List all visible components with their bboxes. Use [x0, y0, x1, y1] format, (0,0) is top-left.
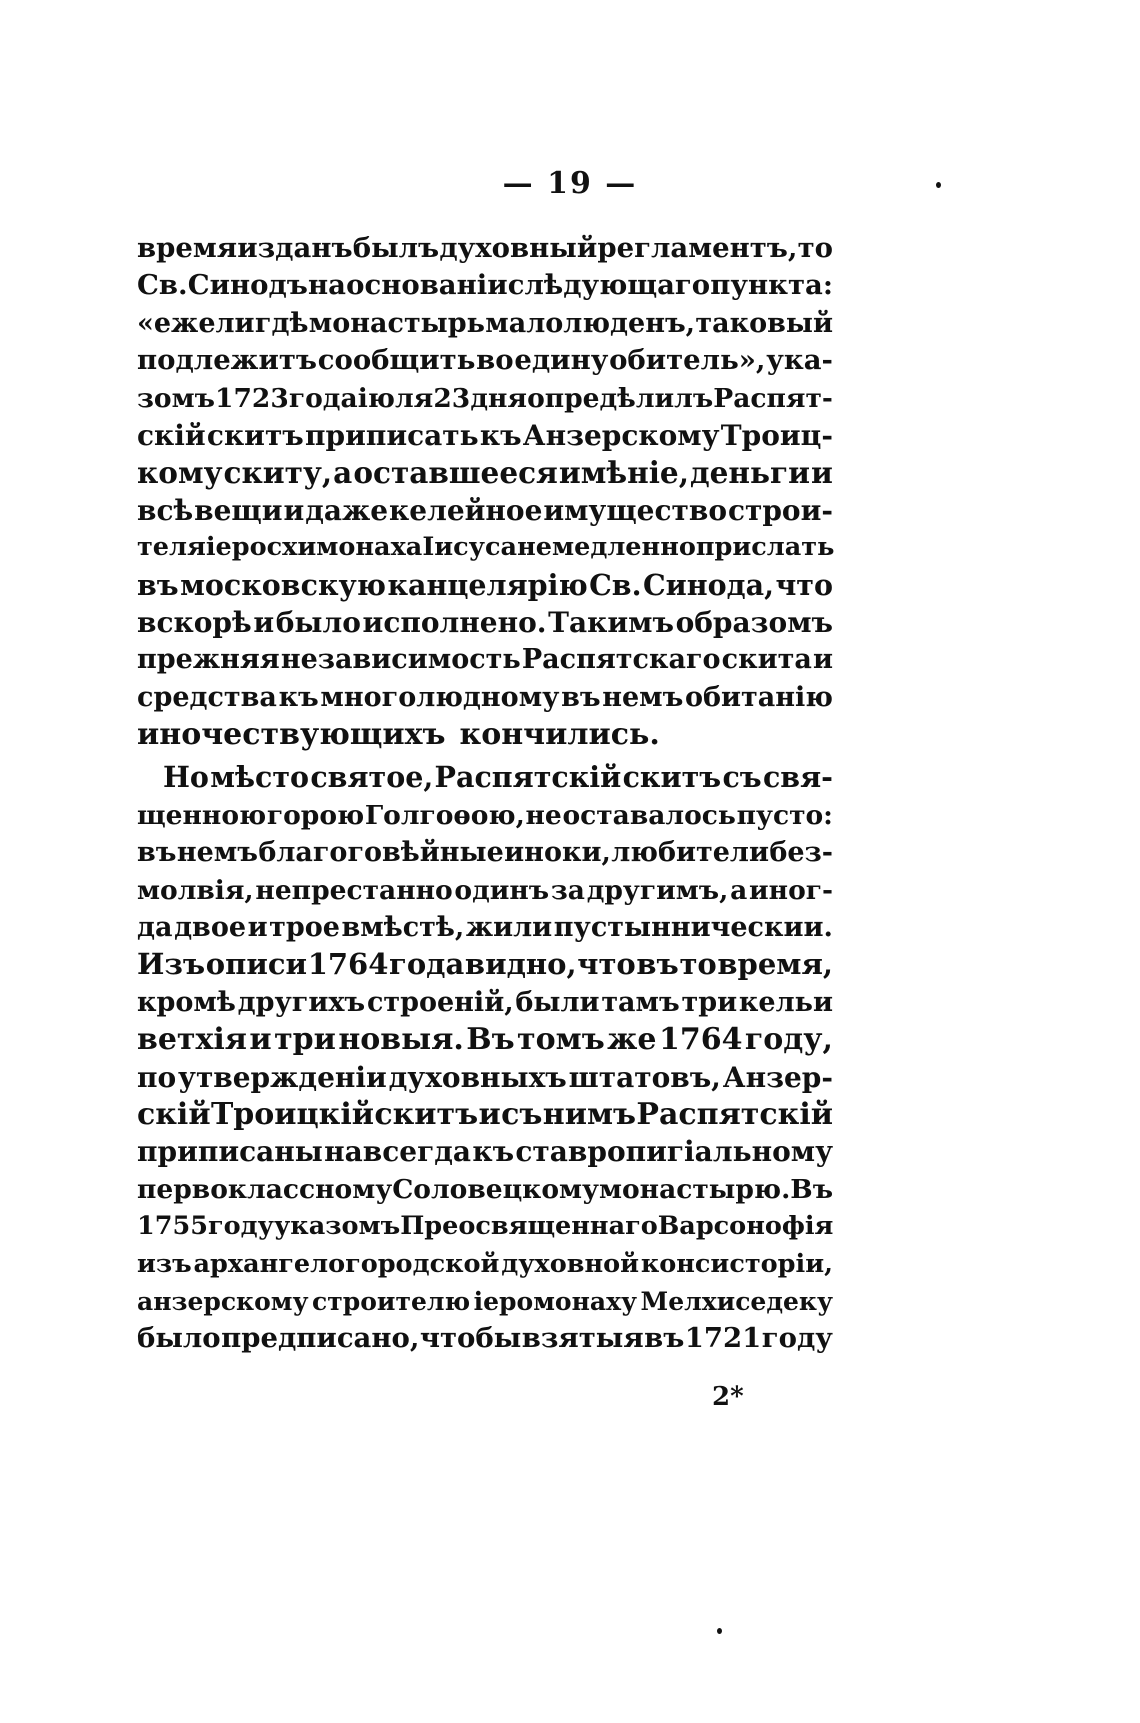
text-line: да двое и трое вмѣстѣ, жили пустынническии. [137, 912, 833, 944]
text-line: по утвержденіи духовныхъ штатовъ, Анзер- [137, 1060, 833, 1094]
text-line: кромѣ другихъ строеній, были тамъ три кельи [137, 986, 833, 1018]
text-line: время изданъ былъ духовный регламентъ, то [137, 232, 833, 264]
text-line: Изъ описи 1764 года видно, что въ то время, [137, 947, 833, 982]
text-line: теля іеросхимонаха Іисуса немедленно прислать [137, 532, 835, 563]
text-line: было предписано, чтобы взятыя въ 1721 году [137, 1322, 833, 1355]
ink-speck [717, 1628, 722, 1634]
text-line: анзерскому строителю іеромонаху Мелхиседеку [137, 1286, 833, 1316]
text-line: изъ архангелогородской духовной консисторіи, [137, 1248, 833, 1279]
text-line: вскорѣ и было исполнено. Такимъ образомъ [137, 605, 833, 639]
text-line: щенною горою Голгоѳою, не оставалось пусто: [137, 799, 833, 831]
text-line: средства къ многолюдному въ немъ обитанію [137, 681, 833, 713]
text-line: зомъ 1723 года іюля 23 дня опредѣлилъ Распят- [137, 382, 833, 414]
text-line: скій Троицкій скитъ и съ нимъ Распятскій [137, 1096, 833, 1132]
body-text [137, 230, 833, 1358]
ink-speck [936, 182, 941, 188]
text-line: 1755 году указомъ Преосвященнаго Варсонофія [137, 1211, 834, 1242]
text-line: въ московскую канцелярію Св. Синода, что [137, 567, 833, 602]
text-line: въ немъ благоговѣйные иноки, любители без- [137, 837, 833, 869]
signature-mark: 2* [712, 1382, 744, 1412]
text-line: скій скитъ приписать къ Анзерскому Троиц- [137, 418, 833, 452]
text-line: Св. Синодъ на основаніи слѣдующаго пункта: [137, 269, 833, 302]
text-line: первоклассному Соловецкому монастырю. Въ [137, 1173, 834, 1205]
text-line: молвія, непрестанно одинъ за другимъ, а иног- [137, 874, 833, 906]
page-number: — 19 — [502, 166, 638, 201]
text-line: прежняя независимость Распятскаго скита и [137, 644, 833, 676]
text-line: приписаны навсегда къ ставропигіальному [137, 1135, 833, 1169]
text-line: Но мѣсто святое, Распятскій скитъ съ свя- [163, 760, 833, 795]
text-line: кому скиту, а оставшееся имѣніе, деньги и [137, 455, 833, 491]
text-line: иночествующихъ кончились. [137, 717, 660, 753]
text-line: «ежели гдѣ монастырь малолюденъ, таковый [137, 307, 833, 339]
text-line: подлежитъ сообщить во едину обитель», ука- [137, 344, 833, 377]
text-line: всѣ вещи и даже келейное имущество строи- [137, 493, 833, 527]
text-line: ветхія и три новыя. Въ томъ же 1764 году, [137, 1022, 833, 1058]
